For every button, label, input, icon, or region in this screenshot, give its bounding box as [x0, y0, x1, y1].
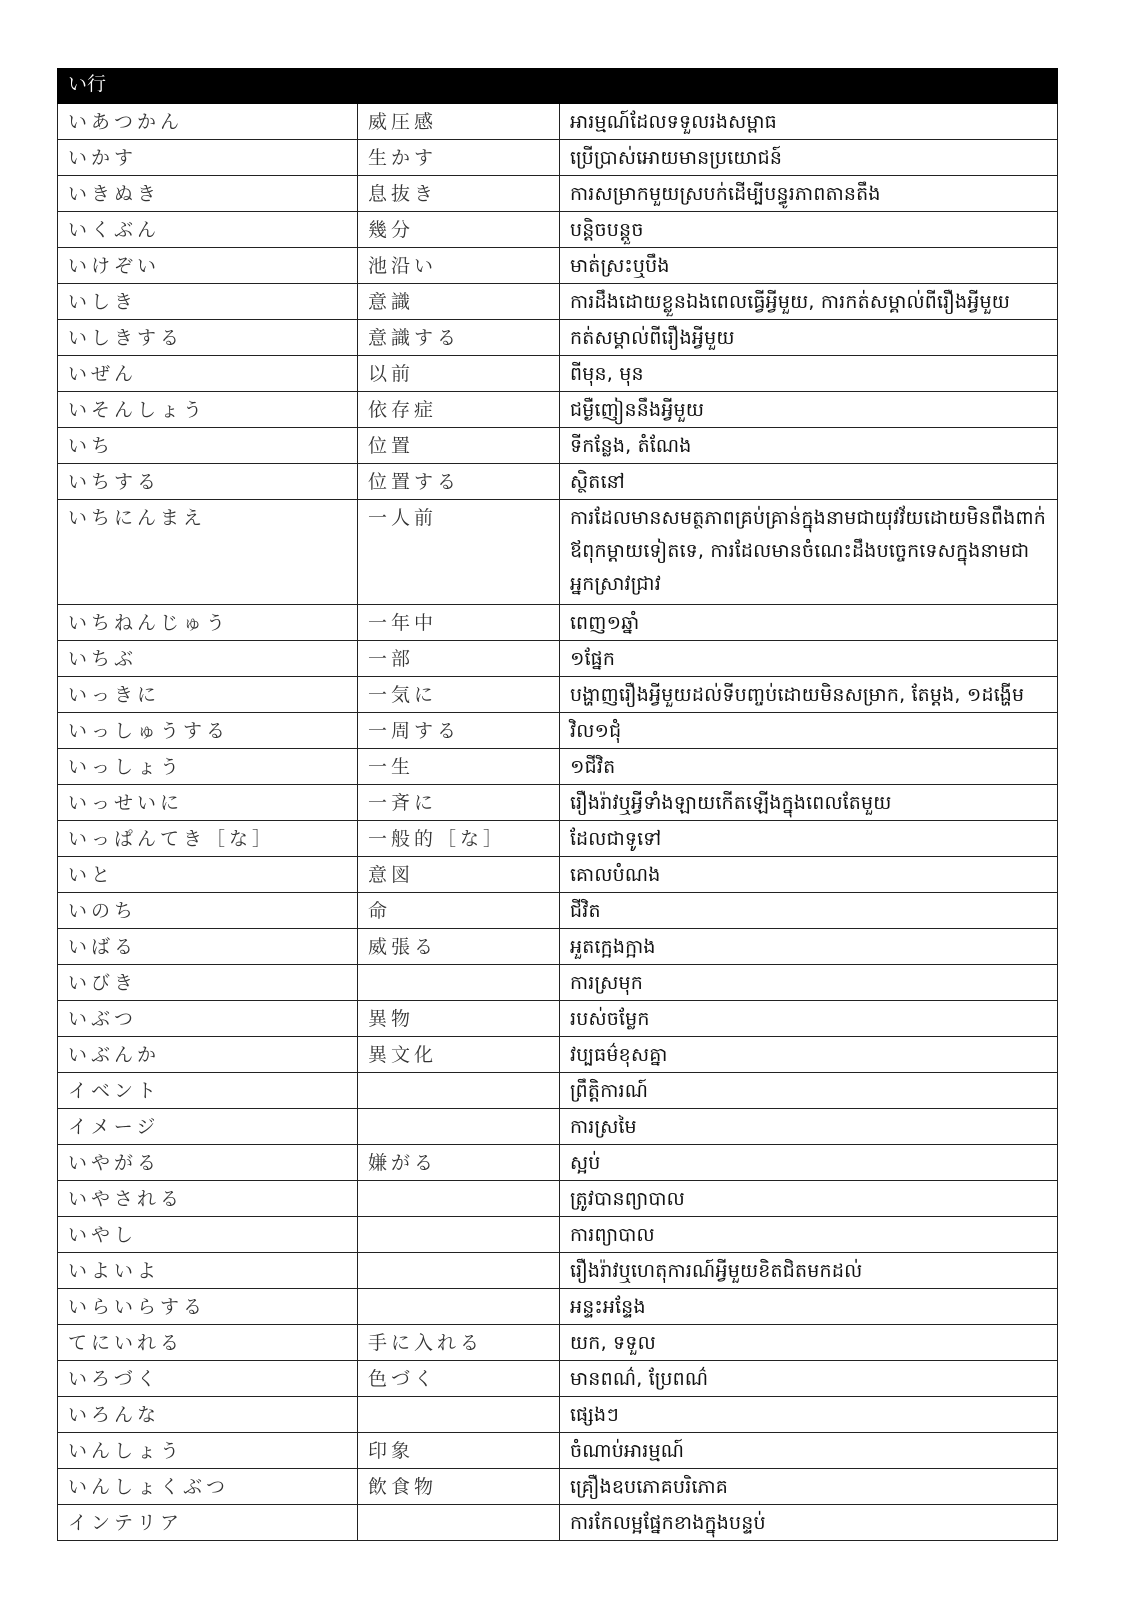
khmer-cell: មាត់ស្រះឬបឹង [560, 248, 1058, 284]
khmer-cell: យក, ទទួល [560, 1325, 1058, 1361]
kanji-cell: 意識する [358, 320, 560, 356]
table-row [58, 248, 1058, 284]
kanji-cell [358, 1397, 560, 1433]
kanji-cell: 幾分 [358, 212, 560, 248]
kanji-cell: 生かす [358, 140, 560, 176]
khmer-cell: រឿងរ៉ាវឬអ្វីទាំងឡាយកើតឡើងក្នុងពេលតែមួយ [560, 785, 1058, 821]
kana-cell: いやし [58, 1217, 358, 1253]
kana-cell: いぶんか [58, 1037, 358, 1073]
khmer-cell: ១ផ្នែក [560, 641, 1058, 677]
kana-cell: いそんしょう [58, 392, 358, 428]
kana-cell: いのち [58, 893, 358, 929]
vocabulary-table [57, 68, 1058, 1541]
kanji-cell [358, 1217, 560, 1253]
table-row [58, 1073, 1058, 1109]
table-row [58, 392, 1058, 428]
table-row [58, 1181, 1058, 1217]
kanji-cell: 依存症 [358, 392, 560, 428]
khmer-cell: អន្ទះអន្ទែង [560, 1289, 1058, 1325]
khmer-cell: ទីកន្លែង, តំណែង [560, 428, 1058, 464]
kana-cell: いよいよ [58, 1253, 358, 1289]
table-row [58, 212, 1058, 248]
table-row [58, 1433, 1058, 1469]
table-row [58, 821, 1058, 857]
khmer-cell: ១ជីវិត [560, 749, 1058, 785]
table-row [58, 677, 1058, 713]
kanji-cell: 一部 [358, 641, 560, 677]
khmer-cell: បន្តិចបន្តួច [560, 212, 1058, 248]
khmer-cell: ត្រូវបានព្យាបាល [560, 1181, 1058, 1217]
table-row [58, 500, 1058, 605]
table-row [58, 1037, 1058, 1073]
khmer-cell: ការព្យាបាល [560, 1217, 1058, 1253]
khmer-cell: មានពណ៌, ប្រែពណ៌ [560, 1361, 1058, 1397]
table-row [58, 284, 1058, 320]
kana-cell: いち [58, 428, 358, 464]
kanji-cell: 意識 [358, 284, 560, 320]
kana-cell: いっしょう [58, 749, 358, 785]
kana-cell: いっせいに [58, 785, 358, 821]
table-row [58, 1325, 1058, 1361]
kanji-cell: 異文化 [358, 1037, 560, 1073]
kana-cell: いかす [58, 140, 358, 176]
table-row [58, 641, 1058, 677]
kana-cell: いらいらする [58, 1289, 358, 1325]
table-row [58, 176, 1058, 212]
kanji-cell: 以前 [358, 356, 560, 392]
kanji-cell: 飲食物 [358, 1469, 560, 1505]
kana-cell: いしきする [58, 320, 358, 356]
khmer-cell: បង្ហាញរឿងអ្វីមួយដល់ទីបញ្ចប់ដោយមិនសម្រាក, តែម្តង, ១ដង្ហើម [560, 677, 1058, 713]
kana-cell: いちねんじゅう [58, 605, 358, 641]
header-row [58, 69, 1058, 104]
kanji-cell: 一斉に [358, 785, 560, 821]
kana-cell: いやされる [58, 1181, 358, 1217]
kanji-cell: 一人前 [358, 500, 560, 605]
khmer-cell: ស្អប់ [560, 1145, 1058, 1181]
table-row [58, 1217, 1058, 1253]
khmer-cell: ចំណាប់អារម្មណ៍ [560, 1433, 1058, 1469]
kanji-cell: 一周する [358, 713, 560, 749]
table-row [58, 605, 1058, 641]
kana-cell: いくぶん [58, 212, 358, 248]
khmer-cell: អួតក្អេងក្អាង [560, 929, 1058, 965]
khmer-cell: ដែលជាទូទៅ [560, 821, 1058, 857]
kana-cell: いっきに [58, 677, 358, 713]
table-row [58, 320, 1058, 356]
khmer-cell: ការកែលម្អផ្នែកខាងក្នុងបន្ទប់ [560, 1505, 1058, 1541]
khmer-cell: រឿងរ៉ាវឬហេតុការណ៍អ្វីមួយខិតជិតមកដល់ [560, 1253, 1058, 1289]
table-row [58, 1109, 1058, 1145]
kanji-cell: 印象 [358, 1433, 560, 1469]
kana-cell: いしき [58, 284, 358, 320]
kanji-cell: 位置する [358, 464, 560, 500]
kana-cell: てにいれる [58, 1325, 358, 1361]
kanji-cell: 一気に [358, 677, 560, 713]
kanji-cell: 威圧感 [358, 104, 560, 140]
kana-cell: いっぱんてき［な］ [58, 821, 358, 857]
table-row [58, 1253, 1058, 1289]
kana-cell: いけぞい [58, 248, 358, 284]
khmer-cell: ព្រឹត្តិការណ៍ [560, 1073, 1058, 1109]
kanji-cell [358, 1289, 560, 1325]
kana-cell: いぜん [58, 356, 358, 392]
table-row [58, 1469, 1058, 1505]
khmer-cell: កត់សម្គាល់ពីរឿងអ្វីមួយ [560, 320, 1058, 356]
table-row [58, 356, 1058, 392]
kana-cell: いばる [58, 929, 358, 965]
section-header: い行 [58, 69, 560, 104]
table-row [58, 929, 1058, 965]
kanji-cell [358, 1073, 560, 1109]
table-row [58, 965, 1058, 1001]
khmer-cell: វប្បធម៌ខុសគ្នា [560, 1037, 1058, 1073]
table-row [58, 857, 1058, 893]
kana-cell: いと [58, 857, 358, 893]
table-row [58, 713, 1058, 749]
khmer-cell: ស្ថិតនៅ [560, 464, 1058, 500]
khmer-cell: ផ្សេងៗ [560, 1397, 1058, 1433]
kana-cell: イベント [58, 1073, 358, 1109]
table-row [58, 1145, 1058, 1181]
vocabulary-rows [58, 104, 1058, 1541]
kana-cell: いちにんまえ [58, 500, 358, 605]
table-row [58, 1289, 1058, 1325]
khmer-cell: ការស្រមុក [560, 965, 1058, 1001]
kanji-cell [358, 1181, 560, 1217]
kana-cell: いんしょくぶつ [58, 1469, 358, 1505]
table-row [58, 1361, 1058, 1397]
kanji-cell [358, 1253, 560, 1289]
kana-cell: いろんな [58, 1397, 358, 1433]
kanji-cell: 息抜き [358, 176, 560, 212]
khmer-cell: ពេញ១ឆ្នាំ [560, 605, 1058, 641]
khmer-cell: របស់ចម្លែក [560, 1001, 1058, 1037]
table-row [58, 785, 1058, 821]
kana-cell: いちぶ [58, 641, 358, 677]
khmer-cell: គ្រឿងឧបភោគបរិភោគ [560, 1469, 1058, 1505]
khmer-cell: ការដឹងដោយខ្លួនឯងពេលធ្វើអ្វីមួយ, ការកត់សម្គាល់ពីរឿងអ្វីមួយ [560, 284, 1058, 320]
kana-cell: いちする [58, 464, 358, 500]
khmer-cell: គោលបំណង [560, 857, 1058, 893]
kana-cell: いびき [58, 965, 358, 1001]
table-row [58, 140, 1058, 176]
table-row [58, 464, 1058, 500]
kana-cell: いんしょう [58, 1433, 358, 1469]
kanji-cell: 池沿い [358, 248, 560, 284]
kana-cell: いあつかん [58, 104, 358, 140]
khmer-cell: អារម្មណ៍ដែលទទួលរងសម្ពាធ [560, 104, 1058, 140]
table-row [58, 893, 1058, 929]
kanji-cell [358, 1505, 560, 1541]
kanji-cell [358, 1109, 560, 1145]
khmer-cell: ការដែលមានសមត្ថភាពគ្រប់គ្រាន់ក្នុងនាមជាយុវវ័យដោយមិនពឹងពាក់ឪពុកម្តាយទៀតទេ, ការដែលមានចំណេះដឹងបច្ចេកទេសក្នុងនាមជាអ្នកស្រាវជ្រាវ [560, 500, 1058, 605]
kana-cell: インテリア [58, 1505, 358, 1541]
table-row [58, 1505, 1058, 1541]
kanji-cell [358, 965, 560, 1001]
kanji-cell: 意図 [358, 857, 560, 893]
kana-cell: いろづく [58, 1361, 358, 1397]
kana-cell: いやがる [58, 1145, 358, 1181]
table-row [58, 104, 1058, 140]
khmer-cell: ប្រើប្រាស់អោយមានប្រយោជន៍ [560, 140, 1058, 176]
table-row [58, 1397, 1058, 1433]
kanji-cell: 一生 [358, 749, 560, 785]
table-row [58, 749, 1058, 785]
khmer-cell: ជម្ងឺញៀននឹងអ្វីមួយ [560, 392, 1058, 428]
header-blank-cell [560, 69, 1058, 104]
kanji-cell: 異物 [358, 1001, 560, 1037]
table-row [58, 1001, 1058, 1037]
kanji-cell: 位置 [358, 428, 560, 464]
khmer-cell: វិល១ជុំ [560, 713, 1058, 749]
kanji-cell: 威張る [358, 929, 560, 965]
kanji-cell: 命 [358, 893, 560, 929]
kana-cell: いきぬき [58, 176, 358, 212]
kana-cell: イメージ [58, 1109, 358, 1145]
table-row [58, 428, 1058, 464]
khmer-cell: ពីមុន, មុន [560, 356, 1058, 392]
kana-cell: いっしゅうする [58, 713, 358, 749]
kanji-cell: 一般的［な］ [358, 821, 560, 857]
kanji-cell: 嫌がる [358, 1145, 560, 1181]
kanji-cell: 一年中 [358, 605, 560, 641]
khmer-cell: ការស្រមៃ [560, 1109, 1058, 1145]
kanji-cell: 手に入れる [358, 1325, 560, 1361]
khmer-cell: ការសម្រាកមួយស្របក់ដើម្បីបន្ធូរភាពតានតឹង [560, 176, 1058, 212]
khmer-cell: ជីវិត [560, 893, 1058, 929]
kanji-cell: 色づく [358, 1361, 560, 1397]
kana-cell: いぶつ [58, 1001, 358, 1037]
